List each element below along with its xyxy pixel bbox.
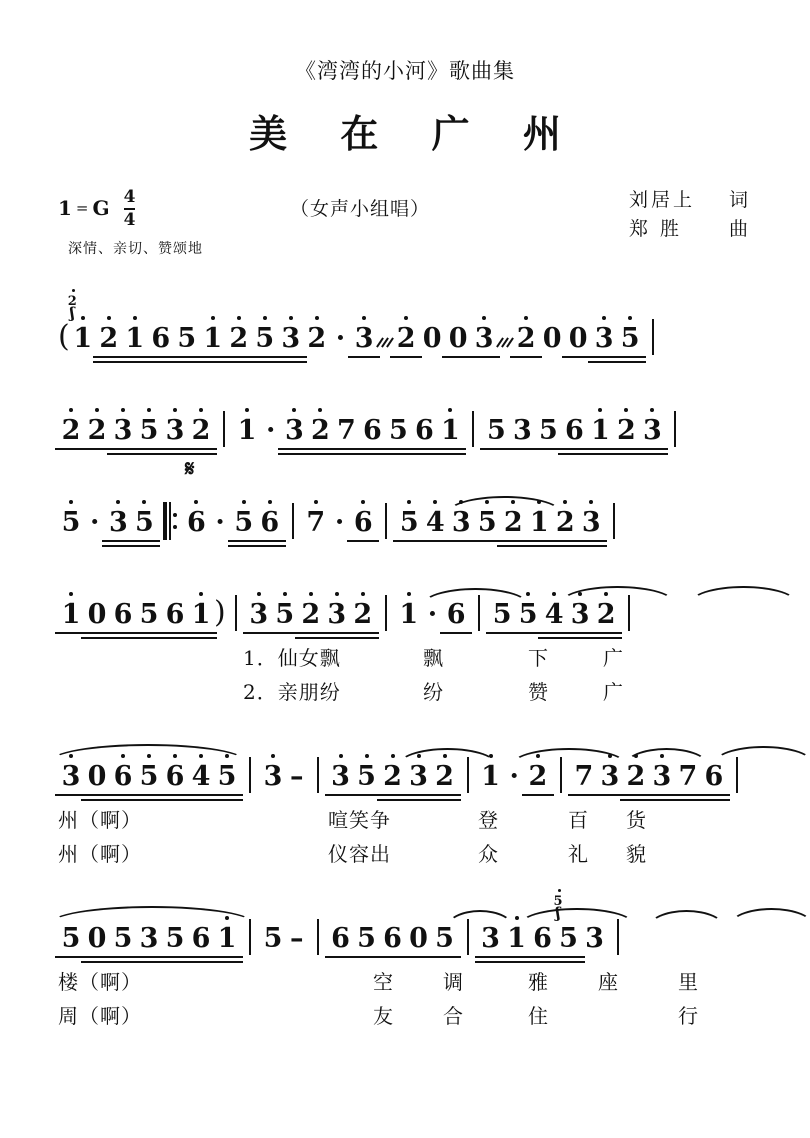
note: 5	[515, 601, 541, 640]
note: 1	[526, 509, 552, 548]
note: 6	[162, 601, 188, 640]
score-body	[0, 278, 810, 1028]
note: 1	[122, 325, 148, 364]
note: 5	[617, 325, 643, 364]
note: 4	[422, 509, 448, 548]
note: 6	[162, 763, 188, 802]
time-signature	[124, 189, 136, 229]
staff-line	[58, 370, 754, 456]
key-signature	[58, 188, 135, 228]
barline	[317, 757, 319, 793]
note: 5	[272, 601, 298, 640]
note: 5	[385, 417, 411, 456]
note: 6	[443, 601, 469, 640]
credits	[629, 186, 748, 245]
barline	[652, 319, 654, 355]
note: 5	[136, 601, 162, 640]
note: 6	[148, 325, 174, 364]
barline	[385, 595, 387, 631]
note: 6	[110, 601, 136, 640]
note: 3	[406, 763, 432, 802]
note: 3	[324, 601, 350, 640]
note: 6	[561, 417, 587, 456]
lyric-word: 住	[528, 1004, 549, 1028]
lyric-word: 百	[568, 808, 589, 832]
note: 3	[328, 763, 354, 802]
prelude-paren: (	[58, 319, 70, 354]
note: 2	[525, 763, 551, 802]
rest-note: 0	[84, 925, 110, 964]
note: 3	[351, 325, 377, 364]
note: 5	[110, 925, 136, 964]
prelude-paren: )	[214, 595, 226, 630]
note: 5	[252, 325, 278, 364]
time-denominator: 4	[123, 210, 136, 230]
note: 3	[136, 925, 162, 964]
repeat-start-barline	[163, 502, 175, 540]
note: 3	[246, 601, 272, 640]
note: 7	[571, 763, 597, 802]
note: 2	[552, 509, 578, 548]
lyric-word: 登	[478, 808, 499, 832]
lyric-word: 州（啊）	[58, 842, 142, 866]
duration-dot: ·	[215, 507, 225, 538]
duration-dot: ·	[334, 507, 345, 538]
lyric-word: 礼	[568, 842, 589, 866]
note: 6	[257, 509, 283, 548]
note: 3	[58, 763, 84, 802]
lyric-verse-2	[0, 676, 810, 710]
lyrics-block-1	[0, 642, 810, 710]
lyric-word: 飘	[423, 646, 444, 670]
note: 5	[535, 417, 561, 456]
note: 3	[260, 763, 286, 802]
note: 2	[593, 601, 619, 640]
note: 1	[188, 601, 214, 640]
note: 3	[585, 923, 604, 954]
note: 3	[649, 763, 675, 802]
lyric-word: 楼（啊）	[58, 970, 142, 994]
lyricist-role: 词	[728, 189, 748, 211]
barline	[472, 411, 474, 447]
note: 3	[597, 763, 623, 802]
segno-icon: 𝄋	[185, 456, 195, 482]
note: 3	[110, 417, 136, 456]
glissando-icon	[377, 336, 393, 350]
note: 4	[541, 601, 567, 640]
note: 3	[281, 417, 307, 456]
note: 6	[530, 925, 556, 964]
rest-note: 0	[445, 325, 471, 364]
lyric-word: 合	[443, 1004, 464, 1028]
system-3	[0, 456, 810, 548]
page-title: 美 在 广 州	[249, 112, 581, 156]
lyrics-block-3	[0, 966, 810, 1028]
note: 3	[162, 417, 188, 456]
note: 2	[307, 417, 333, 456]
note: 2	[188, 417, 214, 456]
note-row	[58, 411, 754, 456]
duration-dot: ·	[266, 415, 276, 446]
note-row	[58, 502, 754, 548]
note: 2	[513, 325, 539, 364]
key-equals: =	[75, 199, 89, 217]
note: 2	[58, 417, 84, 456]
note: 1	[396, 601, 422, 640]
note: 4	[188, 763, 214, 802]
lyric-word: 广	[603, 680, 624, 704]
collection-title: 《湾湾的小河》歌曲集	[295, 59, 515, 83]
lyric-word: 里	[678, 970, 699, 994]
note: 3	[578, 509, 604, 548]
note: 5	[162, 925, 188, 964]
lyric-word: 雅	[528, 970, 549, 994]
lyric-word: 2．亲朋纷	[243, 680, 341, 704]
system-2	[0, 370, 810, 456]
score-header	[0, 180, 810, 272]
note: 6	[183, 509, 209, 548]
note: 3	[278, 325, 304, 364]
note: 5	[136, 763, 162, 802]
note: 3	[105, 509, 131, 548]
note-row	[58, 294, 754, 364]
lyricist-credit	[629, 186, 748, 215]
note: 2	[623, 763, 649, 802]
note: 3	[478, 925, 504, 964]
note: 5	[474, 509, 500, 548]
note: 5	[396, 509, 422, 548]
lyric-word: 座	[598, 970, 619, 994]
note: 7	[675, 763, 701, 802]
composer-name: 郑 胜	[628, 218, 683, 241]
note: 1	[478, 763, 504, 802]
lyric-word: 周（啊）	[58, 1004, 142, 1028]
lyric-verse-2	[0, 838, 810, 872]
lyric-word: 空	[373, 970, 394, 994]
duration-dash: –	[290, 923, 304, 954]
note: 7	[333, 417, 359, 456]
system-4	[0, 554, 810, 640]
barline	[613, 503, 615, 539]
note: 5 5 ʃ	[556, 925, 582, 964]
composer-credit	[629, 215, 748, 244]
lyric-word: 州（啊）	[58, 808, 142, 832]
rest-note: 0	[84, 601, 110, 640]
barline	[249, 919, 251, 955]
note: 5	[136, 417, 162, 456]
lyric-verse-2	[0, 1000, 810, 1028]
note: 2	[613, 417, 639, 456]
note: 1	[58, 601, 84, 640]
note: 5	[231, 509, 257, 548]
note: 6	[380, 925, 406, 964]
note: 3	[591, 325, 617, 364]
lyric-word: 纷	[423, 680, 444, 704]
barline	[385, 503, 387, 539]
note: 1	[437, 417, 463, 456]
note: 6	[110, 763, 136, 802]
barline	[292, 503, 294, 539]
grace-note: 5 ʃ	[554, 895, 563, 921]
duration-dot: ·	[335, 323, 346, 354]
note: 6	[701, 763, 727, 802]
note: 6	[350, 509, 376, 548]
note: 5	[354, 925, 380, 964]
note: 5	[432, 925, 458, 964]
note: 6	[359, 417, 385, 456]
note: 2	[304, 325, 330, 364]
duration-dot: ·	[427, 599, 438, 630]
lyricist-name: 刘居上	[628, 189, 695, 211]
lyric-word: 貌	[626, 842, 647, 866]
note: 2	[393, 325, 419, 364]
note: 5	[58, 925, 84, 964]
note: 2	[298, 601, 324, 640]
note: 2	[350, 601, 376, 640]
barline	[674, 411, 676, 447]
duration-dot: ·	[509, 761, 519, 792]
lyric-word: 仪容出	[328, 842, 391, 866]
note: 6	[328, 925, 354, 964]
note: 2	[500, 509, 526, 548]
lyric-word: 喧笑争	[328, 808, 391, 832]
barline	[317, 919, 319, 955]
duration-dash: –	[290, 761, 304, 792]
system-5	[0, 716, 810, 802]
system-6	[0, 878, 810, 964]
staff-line	[58, 462, 754, 548]
note: 7	[303, 509, 329, 548]
system-1	[0, 278, 810, 364]
lyric-word: 广	[603, 646, 624, 670]
note: 5	[483, 417, 509, 456]
note: 2	[96, 325, 122, 364]
note: 2	[432, 763, 458, 802]
lyric-verse-1	[0, 804, 810, 838]
barline	[223, 411, 225, 447]
rest-note: 0	[422, 323, 442, 354]
lyric-word: 赞	[528, 680, 549, 704]
grace-note: 2 ʃ	[68, 295, 77, 321]
barline	[249, 757, 251, 793]
time-numerator: 4	[123, 187, 136, 207]
note: 5	[131, 509, 157, 548]
note: 1	[504, 925, 530, 964]
note: 3	[567, 601, 593, 640]
note: 3	[509, 417, 535, 456]
lyric-word: 行	[678, 1004, 699, 1028]
note: 6	[411, 417, 437, 456]
note: 5	[489, 601, 515, 640]
note: 3	[639, 417, 665, 456]
note: 3	[448, 509, 474, 548]
rest-note: 0	[406, 925, 432, 964]
note: 3	[471, 325, 497, 364]
note: 1	[214, 925, 240, 964]
note: 2	[84, 417, 110, 456]
duration-dot: ·	[90, 507, 100, 538]
lyric-word: 下	[528, 646, 549, 670]
rest-note: 0	[542, 323, 562, 354]
note: 2	[380, 763, 406, 802]
rest-note: 0	[84, 763, 110, 802]
note: 1 2 ʃ	[70, 325, 96, 364]
note: 5	[174, 325, 200, 364]
note: 2	[226, 325, 252, 364]
lyric-word: 友	[373, 1004, 394, 1028]
lyric-verse-1	[0, 966, 810, 1000]
staff-line	[58, 278, 754, 364]
lyric-word: 调	[443, 970, 464, 994]
composer-role: 曲	[728, 218, 748, 241]
lyric-word: 众	[478, 842, 499, 866]
note: 5	[263, 923, 283, 954]
expression-marking: 深情、亲切、赞颂地	[68, 241, 203, 257]
glissando-icon	[497, 336, 513, 350]
note: 5	[214, 763, 240, 802]
lyrics-block-2	[0, 804, 810, 872]
lyric-verse-1	[0, 642, 810, 676]
note: 1	[234, 417, 260, 456]
note: 6	[188, 925, 214, 964]
note: 1	[587, 417, 613, 456]
lyric-word: 1．仙女飘	[243, 646, 341, 670]
key-value: G	[92, 196, 110, 220]
note: 5	[354, 763, 380, 802]
rest-note: 0	[565, 325, 591, 364]
subtitle: （女声小组唱）	[290, 198, 431, 220]
key-label: 1	[58, 196, 72, 220]
lyric-word: 货	[626, 808, 647, 832]
barline	[235, 595, 237, 631]
note: 1	[200, 325, 226, 364]
note: 5	[58, 509, 84, 548]
